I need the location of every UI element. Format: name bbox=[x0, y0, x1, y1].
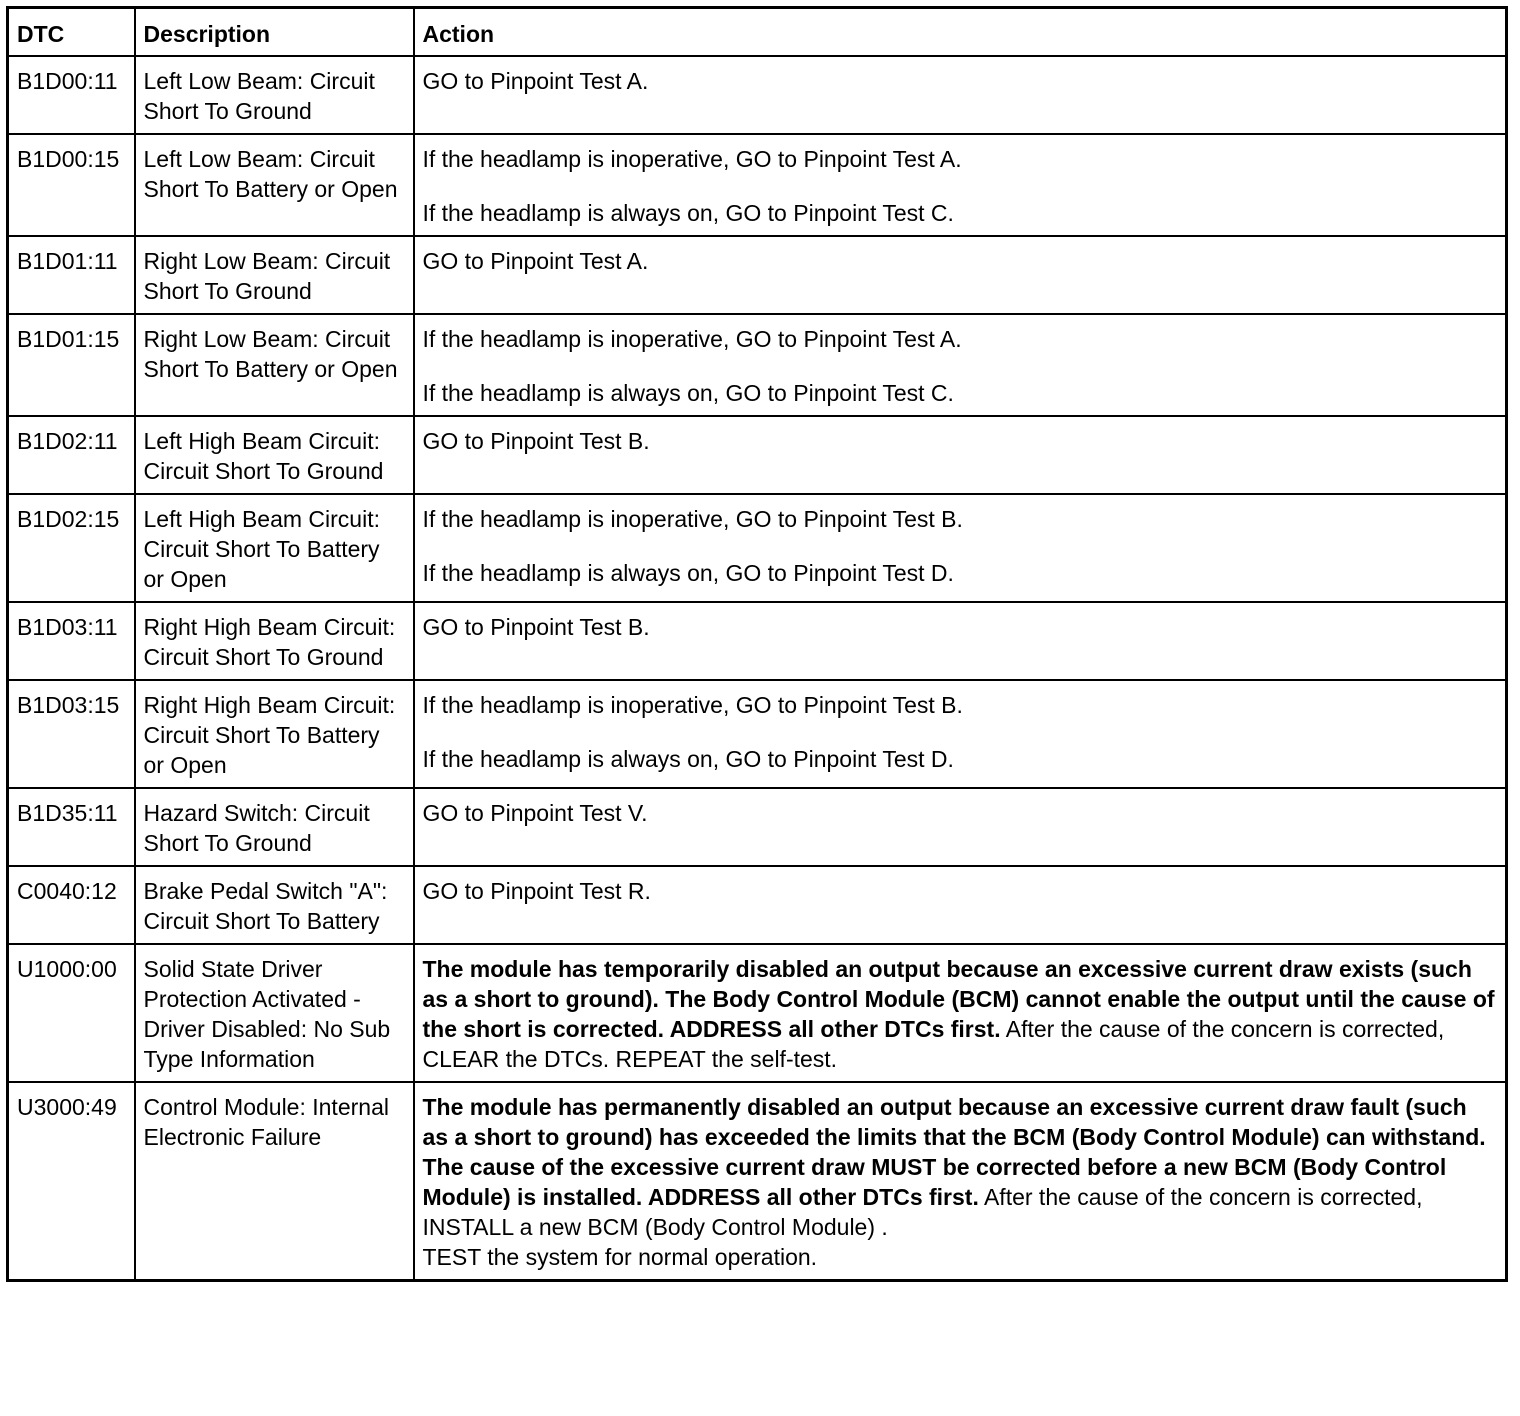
action-text: If the headlamp is always on, GO to Pinpoint Test C. bbox=[422, 200, 954, 226]
dtc-code: B1D02:15 bbox=[8, 494, 135, 602]
dtc-description: Right Low Beam: Circuit Short To Battery or Open bbox=[135, 314, 414, 416]
action-text: If the headlamp is inoperative, GO to Pinpoint Test B. bbox=[422, 692, 963, 718]
dtc-code: B1D00:15 bbox=[8, 134, 135, 236]
header-row bbox=[8, 8, 1507, 57]
dtc-description: Right High Beam Circuit: Circuit Short To Battery or Open bbox=[135, 680, 414, 788]
dtc-code: B1D01:15 bbox=[8, 314, 135, 416]
dtc-code: B1D35:11 bbox=[8, 788, 135, 866]
dtc-action bbox=[414, 236, 1507, 314]
dtc-code: B1D01:11 bbox=[8, 236, 135, 314]
table-row bbox=[8, 788, 1507, 866]
header-dtc: DTC bbox=[8, 8, 135, 57]
action-text: If the headlamp is always on, GO to Pinpoint Test C. bbox=[422, 380, 954, 406]
dtc-code: U1000:00 bbox=[8, 944, 135, 1082]
action-text: If the headlamp is always on, GO to Pinpoint Test D. bbox=[422, 746, 954, 772]
dtc-action bbox=[414, 416, 1507, 494]
dtc-code: B1D03:15 bbox=[8, 680, 135, 788]
action-text: GO to Pinpoint Test A. bbox=[422, 68, 649, 94]
dtc-code: B1D02:11 bbox=[8, 416, 135, 494]
action-text: If the headlamp is inoperative, GO to Pinpoint Test A. bbox=[422, 146, 962, 172]
dtc-description: Left Low Beam: Circuit Short To Battery or Open bbox=[135, 134, 414, 236]
table-row bbox=[8, 494, 1507, 602]
dtc-action bbox=[414, 56, 1507, 134]
table-row bbox=[8, 134, 1507, 236]
dtc-description: Right Low Beam: Circuit Short To Ground bbox=[135, 236, 414, 314]
table-row bbox=[8, 944, 1507, 1082]
dtc-action bbox=[414, 494, 1507, 602]
dtc-description: Control Module: Internal Electronic Failure bbox=[135, 1082, 414, 1281]
header-description: Description bbox=[135, 8, 414, 57]
table-row bbox=[8, 56, 1507, 134]
dtc-action bbox=[414, 944, 1507, 1082]
dtc-description: Solid State Driver Protection Activated - Driver Disabled: No Sub Type Information bbox=[135, 944, 414, 1082]
dtc-description: Left High Beam Circuit: Circuit Short To Ground bbox=[135, 416, 414, 494]
action-text: GO to Pinpoint Test A. bbox=[422, 248, 649, 274]
action-text: GO to Pinpoint Test R. bbox=[422, 878, 651, 904]
dtc-description: Right High Beam Circuit: Circuit Short To Ground bbox=[135, 602, 414, 680]
dtc-action bbox=[414, 866, 1507, 944]
table-row bbox=[8, 866, 1507, 944]
dtc-action bbox=[414, 788, 1507, 866]
action-text: TEST the system for normal operation. bbox=[422, 1244, 818, 1270]
dtc-table bbox=[6, 6, 1508, 1282]
action-text: GO to Pinpoint Test V. bbox=[422, 800, 648, 826]
dtc-code: B1D03:11 bbox=[8, 602, 135, 680]
table-row bbox=[8, 236, 1507, 314]
action-text: After the cause of the concern is corrected, CLEAR the DTCs. REPEAT the self-test. bbox=[422, 1016, 1445, 1072]
dtc-description: Brake Pedal Switch "A": Circuit Short To Battery bbox=[135, 866, 414, 944]
table-row bbox=[8, 1082, 1507, 1281]
header-action: Action bbox=[414, 8, 1507, 57]
dtc-action bbox=[414, 134, 1507, 236]
action-text: GO to Pinpoint Test B. bbox=[422, 428, 650, 454]
dtc-description: Left Low Beam: Circuit Short To Ground bbox=[135, 56, 414, 134]
dtc-code: U3000:49 bbox=[8, 1082, 135, 1281]
action-text: If the headlamp is inoperative, GO to Pinpoint Test A. bbox=[422, 326, 962, 352]
dtc-code: B1D00:11 bbox=[8, 56, 135, 134]
table-row bbox=[8, 416, 1507, 494]
action-emphasis-text: The module has temporarily disabled an output because an excessive current draw exists (such as a short to ground). The Body Control Module (BCM) cannot enable the output until the cause of the short is corrected. ADDRESS all other DTCs first. bbox=[422, 956, 1495, 1042]
dtc-action bbox=[414, 314, 1507, 416]
dtc-description: Left High Beam Circuit: Circuit Short To Battery or Open bbox=[135, 494, 414, 602]
dtc-action bbox=[414, 680, 1507, 788]
action-text: If the headlamp is always on, GO to Pinpoint Test D. bbox=[422, 560, 954, 586]
table-row bbox=[8, 680, 1507, 788]
action-emphasis-text: The module has permanently disabled an output because an excessive current draw fault (such as a short to ground) has exceeded the limits that the BCM (Body Control Module) can withstand. The cause of the excessive current draw MUST be corrected before a new BCM (Body Control Module) is installed. ADDRESS all other DTCs first. bbox=[422, 1094, 1486, 1210]
table-row bbox=[8, 314, 1507, 416]
table-row bbox=[8, 602, 1507, 680]
action-text: If the headlamp is inoperative, GO to Pinpoint Test B. bbox=[422, 506, 963, 532]
action-text: GO to Pinpoint Test B. bbox=[422, 614, 650, 640]
dtc-action bbox=[414, 1082, 1507, 1281]
dtc-action bbox=[414, 602, 1507, 680]
dtc-description: Hazard Switch: Circuit Short To Ground bbox=[135, 788, 414, 866]
action-text: After the cause of the concern is corrected, INSTALL a new BCM (Body Control Module) . bbox=[422, 1184, 1423, 1240]
dtc-code: C0040:12 bbox=[8, 866, 135, 944]
